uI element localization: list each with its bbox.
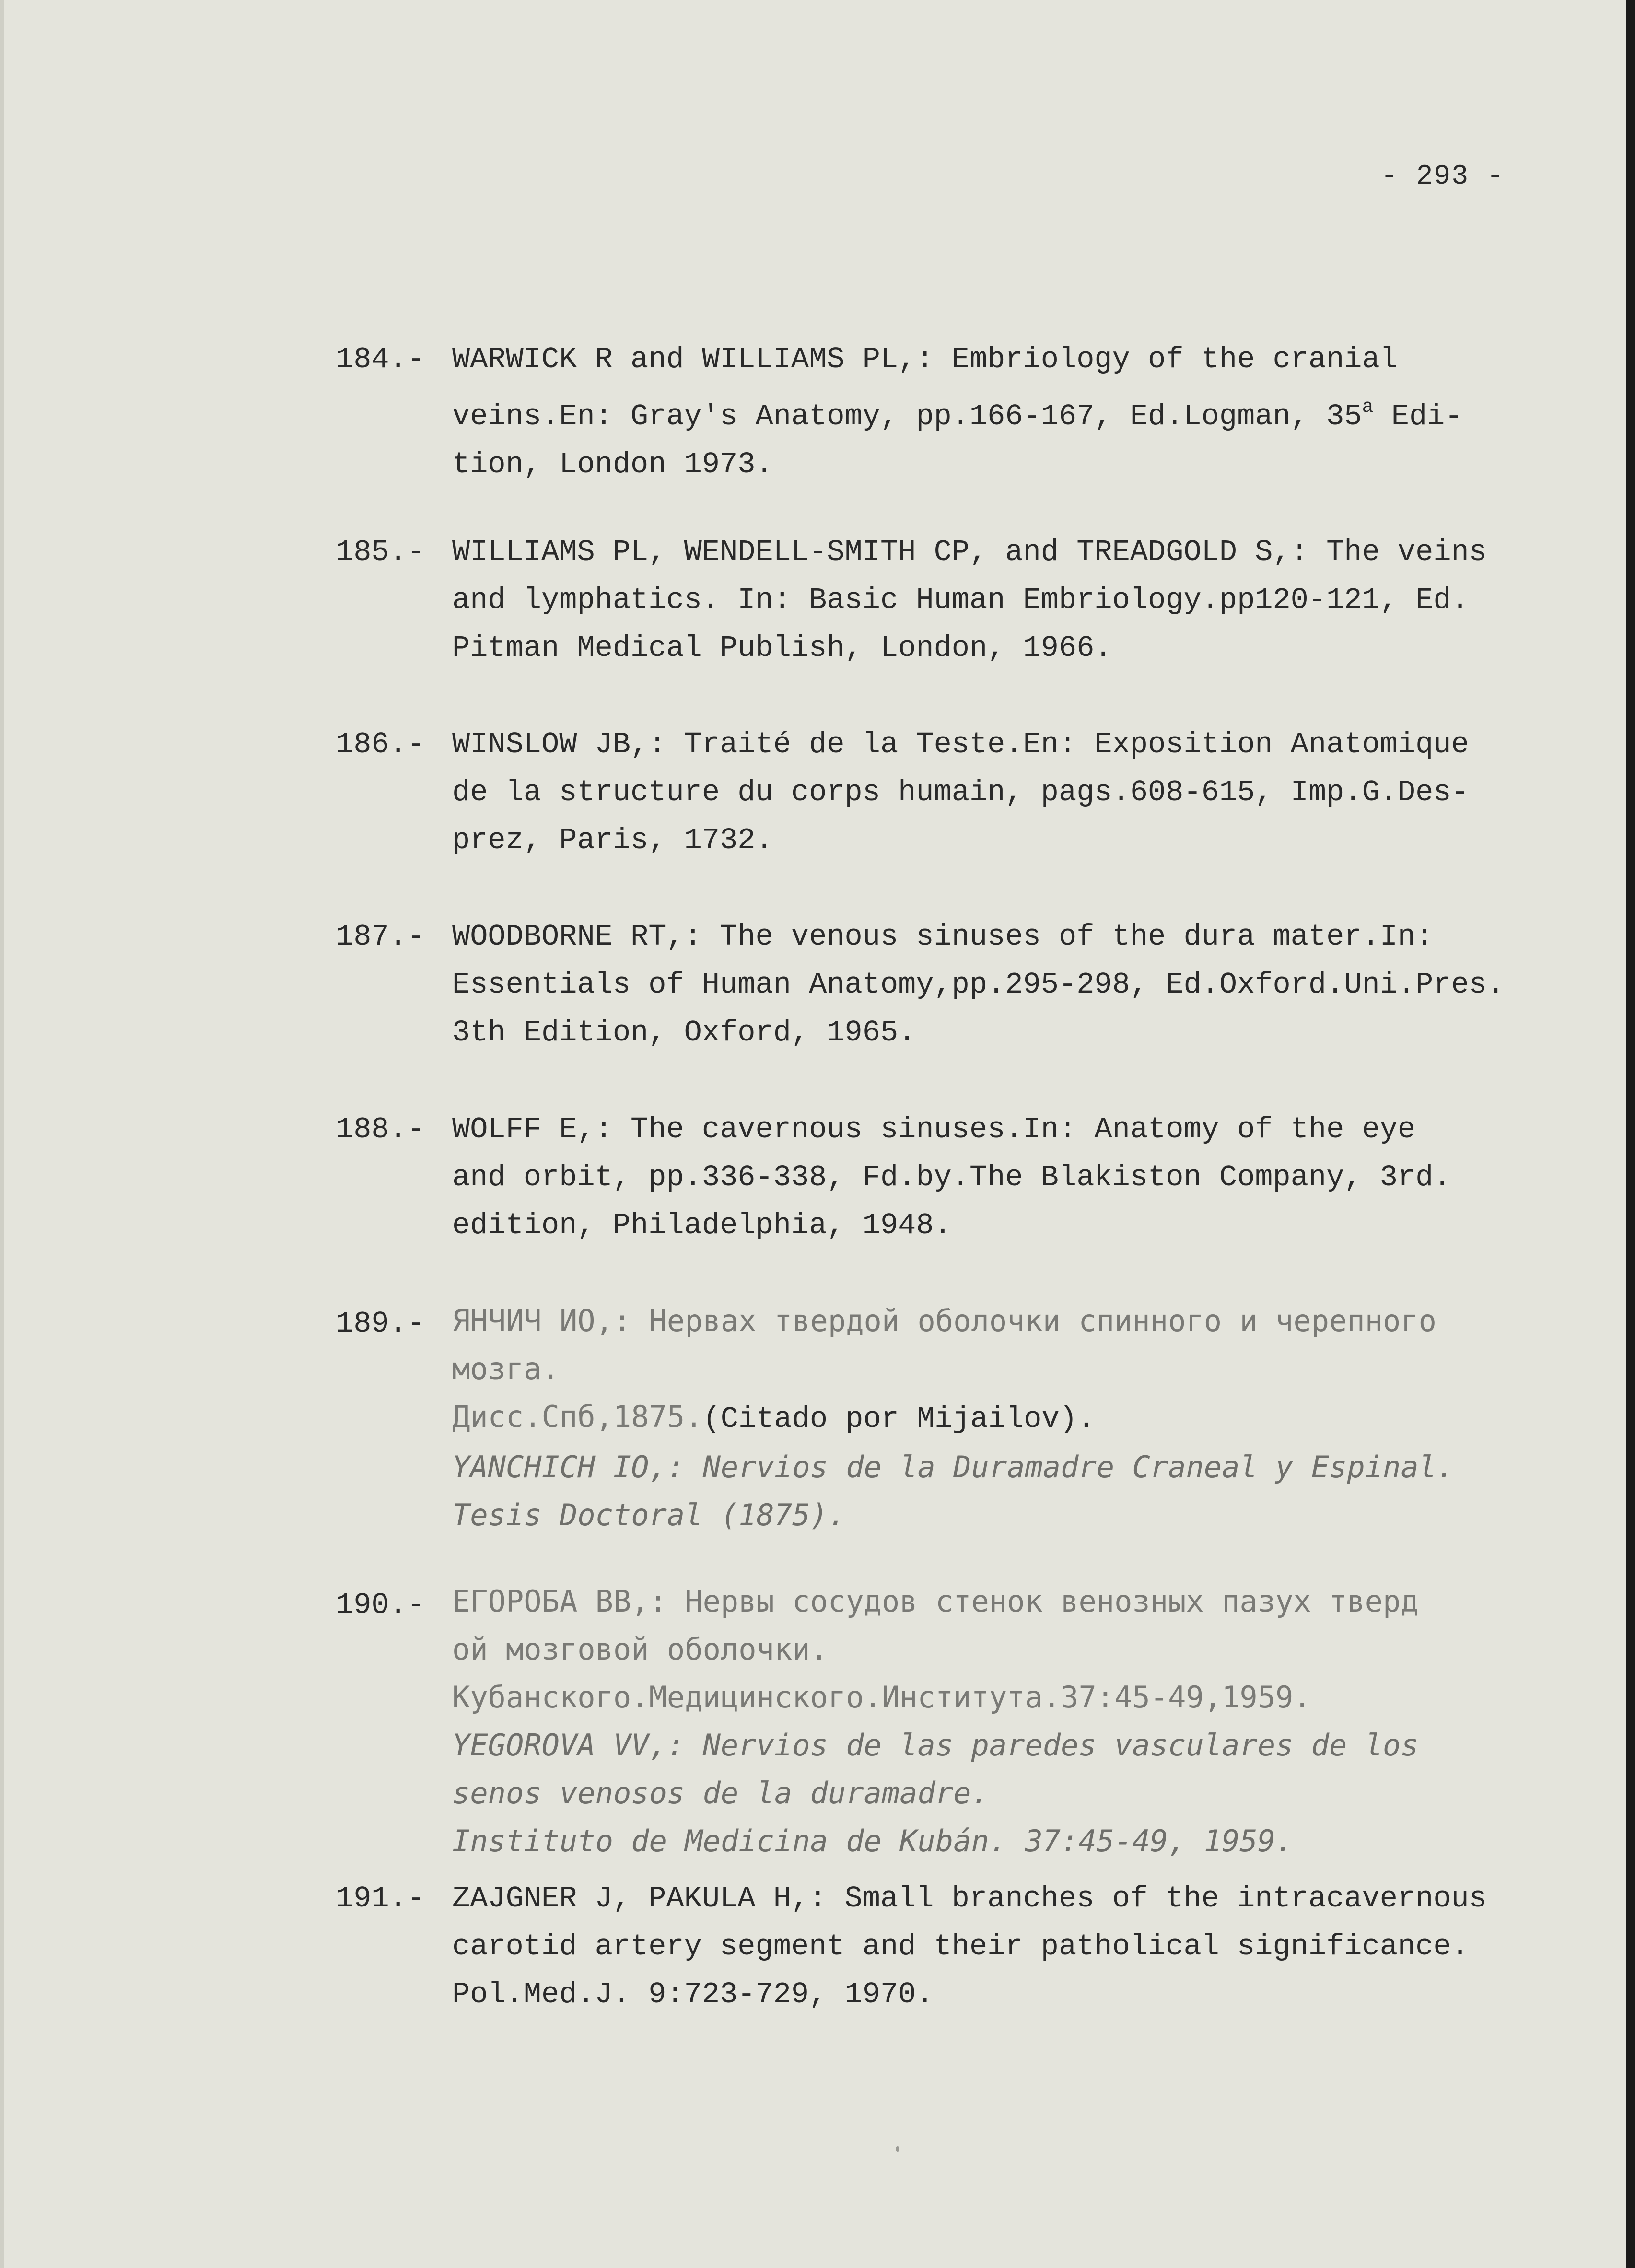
reference-body (452, 1297, 1593, 1539)
scan-right-edge (1626, 0, 1635, 2268)
reference-191 (336, 1875, 1601, 2019)
reference-line-tail: (Citado por Mijailov). (702, 1402, 1096, 1436)
reference-number: 188.- (336, 1112, 425, 1146)
reference-number: 191.- (336, 1882, 425, 1916)
reference-line: carotid artery segment and their patholical significance. (452, 1929, 1469, 1964)
reference-185 (336, 528, 1601, 672)
reference-line: Pitman Medical Publish, London, 1966. (452, 631, 1112, 665)
reference-number: 189.- (336, 1307, 425, 1341)
reference-translation-line: Tesis Doctoral (1875). (452, 1497, 846, 1532)
reference-line-cyrillic: ЯНЧИЧ ИО,: Нервах твердой оболочки спинного и черепного (452, 1303, 1436, 1338)
reference-line-text: veins.En: Gray's Anatomy, pp.166-167, Ed.Logman, 35 (452, 399, 1362, 433)
reference-translation-line: YANCHICH IO,: Nervios de la Duramadre Craneal y Espinal. (452, 1450, 1455, 1485)
reference-line: prez, Paris, 1732. (452, 823, 773, 857)
reference-body (452, 528, 1593, 672)
edition-superscript: a (1362, 397, 1374, 418)
reference-line: edition, Philadelphia, 1948. (452, 1208, 952, 1242)
reference-line: Essentials of Human Anatomy,pp.295-298, Ed.Oxford.Uni.Pres. (452, 968, 1505, 1002)
reference-line: WOLFF E,: The cavernous sinuses.In: Anatomy of the eye (452, 1112, 1416, 1146)
reference-translation-line: YEGOROVA VV,: Nervios de las paredes vasculares de los (452, 1728, 1419, 1763)
reference-translation-line: senos venosos de la duramadre. (452, 1776, 989, 1811)
reference-line-cyrillic: ЕГОРОБА ВВ,: Нервы сосудов стенок венозных пазух тверд (452, 1584, 1419, 1619)
reference-line: and lymphatics. In: Basic Human Embriology.pp120-121, Ed. (452, 583, 1469, 617)
reference-line-cyrillic: ой мозговой оболочки. (452, 1632, 828, 1667)
reference-190 (336, 1578, 1601, 1865)
reference-line (452, 1393, 1593, 1443)
reference-number: 186.- (336, 727, 425, 761)
reference-body (452, 336, 1593, 489)
reference-number: 185.- (336, 535, 425, 569)
reference-line: WILLIAMS PL, WENDELL-SMITH CP, and TREADGOLD S,: The veins (452, 535, 1487, 569)
reference-line: WOODBORNE RT,: The venous sinuses of the dura mater.In: (452, 920, 1434, 954)
reference-line: tion, London 1973. (452, 447, 773, 481)
reference-188 (336, 1106, 1601, 1250)
page-number: - 293 - (1381, 161, 1505, 192)
reference-line: 3th Edition, Oxford, 1965. (452, 1016, 916, 1050)
reference-line: Pol.Med.J. 9:723-729, 1970. (452, 1977, 934, 2011)
reference-line: de la structure du corps humain, pags.608-615, Imp.G.Des- (452, 775, 1469, 809)
reference-line-cyrillic: мозга. (452, 1351, 560, 1386)
reference-body (452, 1875, 1593, 2019)
reference-number: 187.- (336, 920, 425, 954)
reference-line: WINSLOW JB,: Traité de la Teste.En: Exposition Anatomique (452, 727, 1469, 761)
reference-body (452, 1578, 1593, 1865)
reference-line-cyrillic: Кубанского.Медицинского.Института.37:45-49,1959. (452, 1680, 1311, 1715)
reference-line (452, 384, 1593, 441)
reference-number: 184.- (336, 342, 425, 376)
scan-left-edge (0, 0, 4, 2268)
reference-body (452, 1106, 1593, 1250)
reference-186 (336, 721, 1601, 865)
reference-translation-line: Instituto de Medicina de Kubán. 37:45-49, 1959. (452, 1824, 1294, 1859)
reference-line: ZAJGNER J, PAKULA H,: Small branches of the intracavernous (452, 1882, 1487, 1916)
reference-184 (336, 336, 1601, 489)
reference-line-cyrillic: Дисс.Спб,1875. (452, 1399, 703, 1434)
scan-speck (896, 2146, 899, 2152)
reference-line: and orbit, pp.336-338, Fd.by.The Blakiston Company, 3rd. (452, 1160, 1451, 1194)
reference-line-tail: Edi- (1373, 399, 1463, 433)
reference-line: WARWICK R and WILLIAMS PL,: Embriology of the cranial (452, 342, 1398, 376)
reference-187 (336, 913, 1601, 1057)
reference-body (452, 721, 1593, 865)
reference-189 (336, 1297, 1601, 1539)
reference-body (452, 913, 1593, 1057)
reference-number: 190.- (336, 1588, 425, 1622)
